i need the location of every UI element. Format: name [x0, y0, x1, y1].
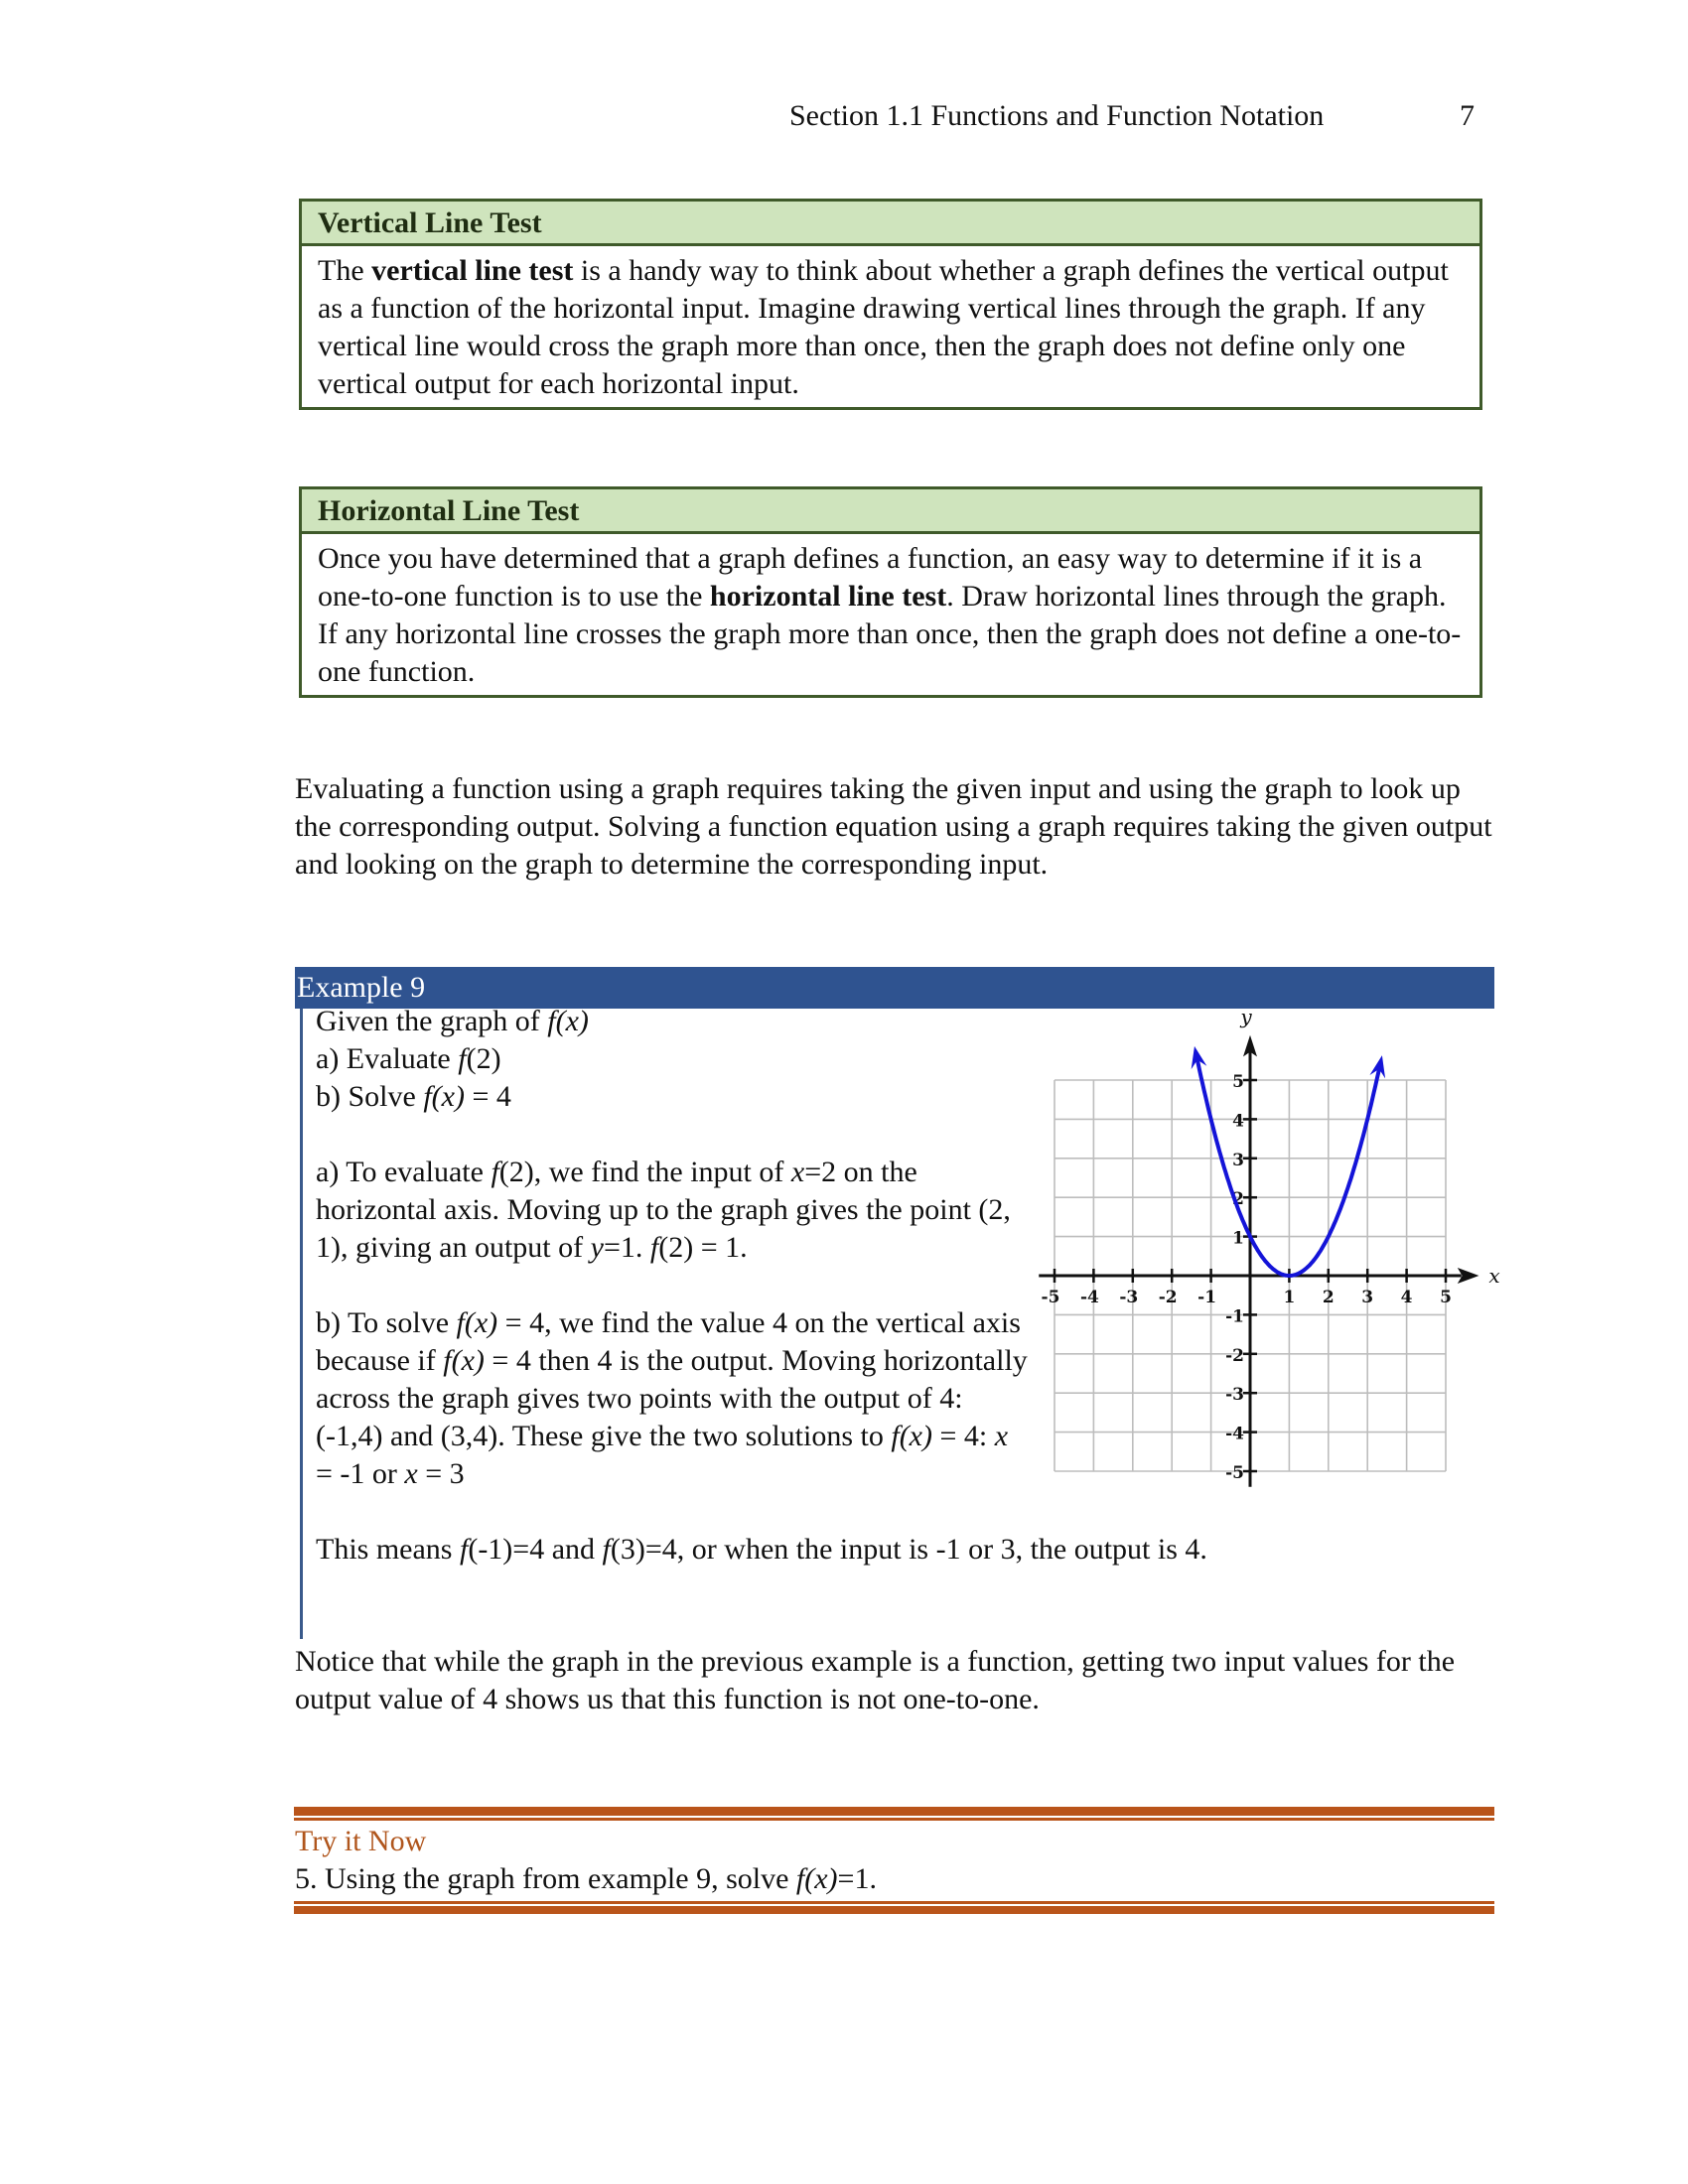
- svg-text:4: 4: [1400, 1288, 1413, 1307]
- x-axis-label: x: [1488, 1264, 1500, 1288]
- math-f: f: [491, 1156, 499, 1188]
- math-fx: f(x): [795, 1862, 838, 1895]
- text: (-1)=4 and: [468, 1533, 603, 1566]
- text: This means: [316, 1533, 460, 1566]
- text: (3)=4, or when the input is -1 or 3, the output is 4.: [610, 1533, 1207, 1566]
- text: = -1 or: [316, 1457, 405, 1490]
- math-fx: f(x): [891, 1420, 932, 1452]
- math-fx: f(x): [547, 1005, 589, 1037]
- math-x: x: [994, 1420, 1009, 1452]
- svg-text:1: 1: [1283, 1288, 1296, 1307]
- svg-text:-1: -1: [1197, 1288, 1217, 1307]
- running-header-title: Section 1.1 Functions and Function Notation: [789, 99, 1325, 132]
- math-x: x: [404, 1457, 418, 1490]
- svg-text:-2: -2: [1225, 1345, 1244, 1366]
- text: a) Evaluate: [316, 1042, 459, 1075]
- text: b) To solve: [316, 1306, 457, 1339]
- function-curve: [1196, 1056, 1380, 1276]
- vertical-line-test-title: Vertical Line Test: [302, 202, 1479, 246]
- svg-text:-3: -3: [1225, 1385, 1244, 1406]
- math-fx: f(x): [443, 1344, 485, 1377]
- intro-paragraph: Evaluating a function using a graph requires taking the given input and using the graph to look up the corresponding output. Solving a function equation using a graph requires taking the given output and looking on the graph to determine the corresponding input.: [295, 772, 1492, 881]
- term-vertical-line-test: vertical line test: [371, 254, 574, 287]
- svg-text:-3: -3: [1119, 1288, 1139, 1307]
- text: =1.: [603, 1231, 650, 1264]
- try-it-now-bottom-rule-thin: [294, 1901, 1494, 1904]
- graph-axes: [1039, 1035, 1478, 1487]
- math-fx: f(x): [423, 1080, 465, 1113]
- text: =1.: [837, 1862, 877, 1895]
- term-horizontal-line-test: horizontal line test: [709, 580, 947, 613]
- svg-text:4: 4: [1232, 1111, 1244, 1132]
- text: b) Solve: [316, 1080, 424, 1113]
- example-title-bar: Example 9: [295, 967, 1494, 1009]
- math-x: x: [790, 1156, 805, 1188]
- svg-text:-5: -5: [1225, 1463, 1244, 1483]
- math-f: f: [602, 1533, 611, 1566]
- svg-text:-2: -2: [1158, 1288, 1178, 1307]
- svg-text:5: 5: [1440, 1288, 1452, 1307]
- curve-arrow-icons: [1192, 1046, 1385, 1078]
- svg-text:-1: -1: [1225, 1306, 1244, 1327]
- try-it-now-title: Try it Now: [295, 1825, 427, 1857]
- text: = 4 then 4 is the output. Moving horizontally across the graph gives two points with the output of 4: (-1,4) and (3,4). These give the two solutions to: [316, 1344, 1028, 1452]
- text: a) To evaluate: [316, 1156, 492, 1188]
- page-number: 7: [1460, 99, 1475, 132]
- try-it-now-top-rule: [294, 1807, 1494, 1816]
- text: (2): [466, 1042, 501, 1075]
- text: Once you have determined that a graph defines a function, an easy way to determine if it is a one-to-one function is to use the: [318, 542, 1423, 613]
- svg-text:5: 5: [1232, 1072, 1244, 1092]
- svg-text:-4: -4: [1225, 1424, 1244, 1444]
- svg-text:2: 2: [1232, 1189, 1244, 1210]
- svg-text:1: 1: [1232, 1228, 1244, 1249]
- math-fx: f(x): [456, 1306, 498, 1339]
- try-it-now-bottom-rule: [294, 1906, 1494, 1914]
- math-y: y: [590, 1231, 604, 1264]
- try-it-now-question: [295, 1860, 877, 1898]
- closing-paragraph: Notice that while the graph in the previous example is a function, getting two input values for the output value of 4 shows us that this function is not one-to-one.: [295, 1645, 1456, 1715]
- svg-text:-5: -5: [1041, 1288, 1060, 1307]
- text: =2 on the horizontal axis. Moving up to the graph gives the point (2, 1), giving an output of: [316, 1156, 1011, 1264]
- text: Given the graph of: [316, 1005, 548, 1037]
- svg-text:2: 2: [1322, 1288, 1335, 1307]
- y-axis-label: y: [1240, 1004, 1252, 1028]
- text: is a handy way to think about whether a graph defines the vertical output as a function of the horizontal input. Imagine drawing vertical lines through the graph. If any vertical line would cross the graph more than once, then the graph does not define only one vertical output for each horizontal input.: [318, 254, 1449, 400]
- text: = 4: [464, 1080, 511, 1113]
- math-f: f: [459, 1533, 469, 1566]
- text: = 4:: [932, 1420, 995, 1452]
- try-it-now-top-rule-thin: [294, 1818, 1494, 1821]
- svg-text:3: 3: [1232, 1150, 1244, 1170]
- text: The: [318, 254, 372, 287]
- text: (2) = 1.: [658, 1231, 748, 1264]
- text: . Draw horizontal lines through the graph. If any horizontal line crosses the graph more than once, then the graph does not define a one-to-one function.: [318, 580, 1462, 688]
- graph-tick-labels: [1042, 1072, 1452, 1483]
- svg-text:-4: -4: [1079, 1288, 1099, 1307]
- text: 5. Using the graph from example 9, solve: [295, 1862, 796, 1895]
- text: (2), we find the input of: [498, 1156, 791, 1188]
- text: = 3: [417, 1457, 465, 1490]
- math-f: f: [458, 1042, 467, 1075]
- text: = 4, we find the value 4 on the vertical axis because if: [316, 1306, 1021, 1377]
- svg-text:3: 3: [1361, 1288, 1374, 1307]
- horizontal-line-test-title: Horizontal Line Test: [302, 489, 1479, 534]
- math-f: f: [649, 1231, 659, 1264]
